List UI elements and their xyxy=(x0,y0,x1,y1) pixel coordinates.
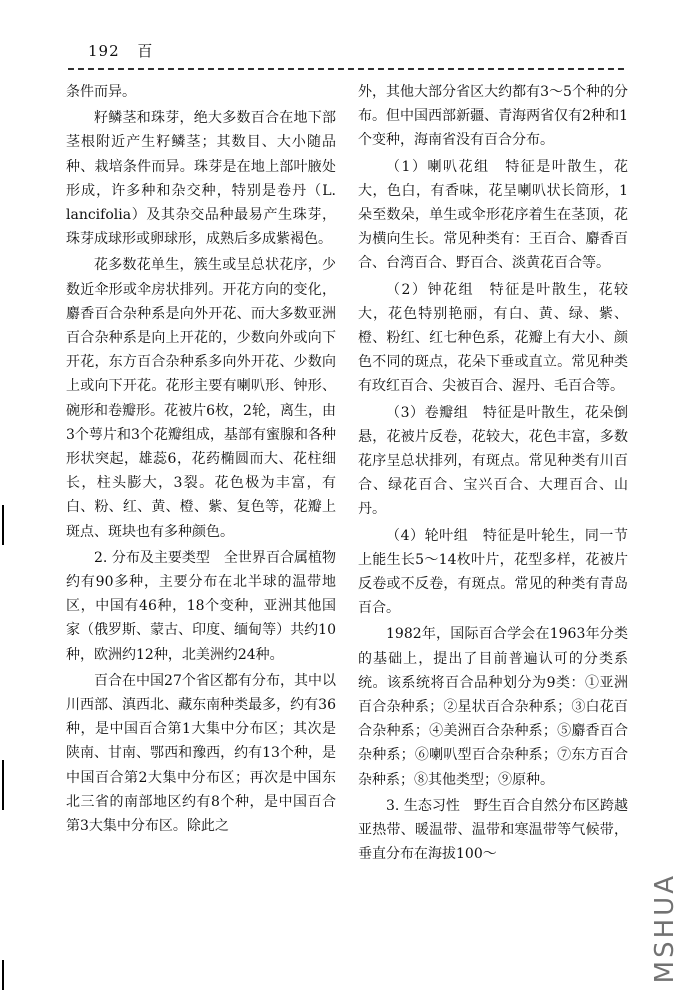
paragraph: （4）轮叶组 特征是叶轮生，同一节上能生长5～14枚叶片，花型多样，花被片反卷或不反卷，有斑点。常见的种类有青岛百合。 xyxy=(358,527,628,617)
paragraph: 3. 生态习性 野生百合自然分布区跨越亚热带、暖温带、温带和寒温带等气候带，垂直分布在海拔100～ xyxy=(358,797,628,863)
paragraph: 百合在中国27个省区都有分布，其中以川西部、滇西北、藏东南种类最多，约有36种，是中国百合第1大集中分布区；其次是陕南、甘南、鄂西和豫西，约有13个种，是中国百合第2大集中分布区；再次是中国东北三省的南部地区约有8个种，是中国百合第3大集中分布区。除此之 xyxy=(66,672,336,835)
binding-mark xyxy=(2,960,4,990)
page-number: 192 xyxy=(88,42,120,60)
paragraph: 籽鳞茎和珠芽，绝大多数百合在地下部茎根附近产生籽鳞茎；其数目、大小随品种、栽培条件而异。珠芽是在地上部叶腋处形成，许多种和杂交种，特别是卷丹（L. lancifolia）及其杂交品种最易产生珠芽，珠芽成球形或卵球形，成熟后多成紫褐色。 xyxy=(66,110,336,248)
right-column xyxy=(358,80,628,869)
paragraph: （2）钟花组 特征是叶散生，花较大，花色特别艳丽，有白、黄、绿、紫、橙、粉红、红七种色系，花瓣上有大小、颜色不同的斑点，花朵下垂或直立。常见种类有玫红百合、尖被百合、渥丹、毛百合等。 xyxy=(358,281,628,395)
paragraph: 外，其他大部分省区大约都有3～5个种的分布。但中国西部新疆、青海两省仅有2种和1个变种，海南省没有百合分布。 xyxy=(358,84,628,149)
page-header xyxy=(88,40,153,61)
watermark: MSHUA xyxy=(650,872,680,983)
binding-mark xyxy=(2,505,4,545)
left-column xyxy=(66,80,336,840)
paragraph: （1）喇叭花组 特征是叶散生，花大，色白，有香味，花呈喇叭状长筒形，1朵至数朵，单生或伞形花序着生在茎顶，花为横向生长。常见种类有：王百合、麝香百合、台湾百合、野百合、淡黄花百合等。 xyxy=(358,158,628,272)
paragraph: （3）卷瓣组 特征是叶散生，花朵倒悬，花被片反卷，花较大，花色丰富，多数花序呈总状排列，有斑点。常见种类有川百合、绿花百合、宝兴百合、大理百合、山丹。 xyxy=(358,404,628,518)
paragraph: 2. 分布及主要类型 全世界百合属植物约有90多种，主要分布在北半球的温带地区，中国有46种，18个变种，亚洲其他国家（俄罗斯、蒙古、印度、缅甸等）共约10种，欧洲约12种，北美洲约24种。 xyxy=(66,549,336,663)
paragraph: 1982年，国际百合学会在1963年分类的基础上，提出了目前普遍认可的分类系统。该系统将百合品种划分为9类：①亚洲百合杂种系；②星状百合杂种系；③白花百合杂种系；④美洲百合杂种系；⑤麝香百合杂种系；⑥喇叭型百合杂种系；⑦东方百合杂种系；⑧其他类型；⑨原种。 xyxy=(358,626,628,788)
section-title: 百 xyxy=(137,42,154,60)
header-rule xyxy=(68,68,624,70)
binding-mark xyxy=(2,760,4,810)
paragraph: 条件而异。 xyxy=(66,84,136,100)
paragraph: 花多数花单生，簇生或呈总状花序，少数近伞形或伞房状排列。开花方向的变化，麝香百合杂种系是向外开花、而大多数亚洲百合杂种系是向上开花的，少数向外或向下开花，东方百合杂种系多向外开花、少数向上或向下开花。花形主要有喇叭形、钟形、碗形和卷瓣形。花被片6枚，2轮，离生，由3个萼片和3个花瓣组成，基部有蜜腺和各种形状突起，雄蕊6，花药椭圆而大、花柱细长，柱头膨大，3裂。花色极为丰富，有白、粉、红、黄、橙、紫、复色等，花瓣上斑点、斑块也有多种颜色。 xyxy=(66,257,336,540)
